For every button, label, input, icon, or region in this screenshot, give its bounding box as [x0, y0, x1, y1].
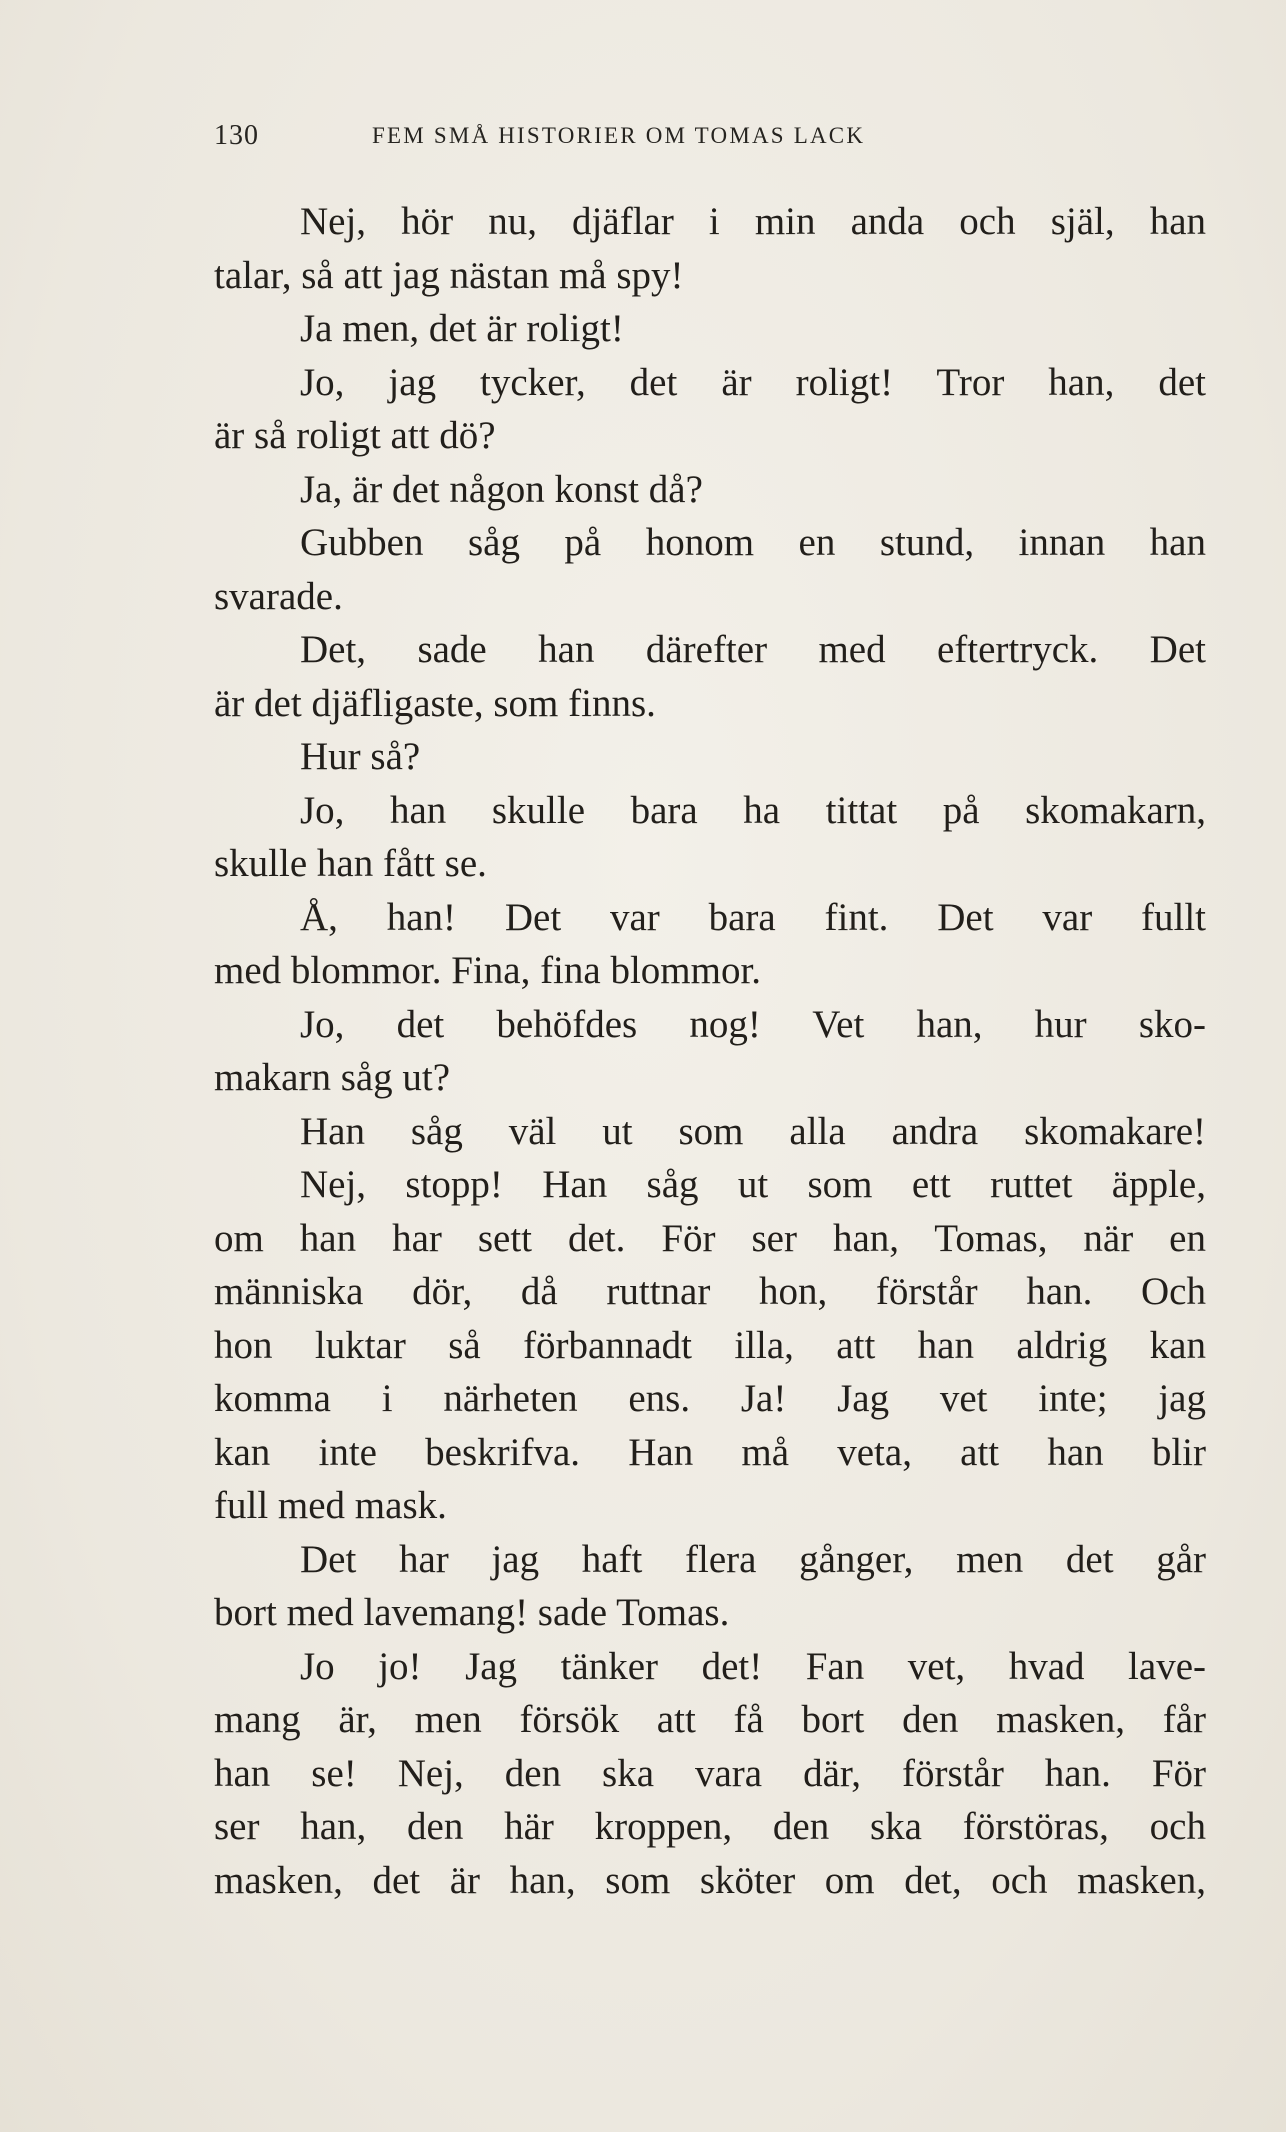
text-line: Han såg väl ut som alla andra skomakare! — [300, 1109, 1206, 1153]
text-line: mang är, men försök att få bort den masken, får — [214, 1698, 1206, 1741]
text-line: med blommor. Fina, fina blommor. — [214, 949, 762, 992]
body-text — [214, 195, 1206, 1907]
text-line: Nej, hör nu, djäflar i min anda och själ, han — [300, 200, 1206, 243]
text-line: Det, sade han därefter med eftertryck. Det — [300, 628, 1206, 671]
text-line: skulle han fått se. — [214, 842, 487, 885]
text-line: hon luktar så förbannadt illa, att han aldrig kan — [214, 1323, 1206, 1367]
running-title: FEM SMÅ HISTORIER OM TOMAS LACK — [372, 123, 866, 148]
text-line: Å, han! Det var bara fint. Det var fullt — [300, 895, 1206, 939]
text-line: Nej, stopp! Han såg ut som ett ruttet äpple, — [300, 1163, 1206, 1206]
text-line: Det har jag haft flera gånger, men det går — [300, 1537, 1206, 1581]
text-line: om han har sett det. För ser han, Tomas, när en — [214, 1216, 1206, 1260]
text-line: full med mask. — [214, 1484, 447, 1527]
text-line: masken, det är han, som sköter om det, och masken, — [214, 1858, 1206, 1902]
text-line: han se! Nej, den ska vara där, förstår han. För — [214, 1751, 1206, 1795]
text-line: Ja, är det någon konst då? — [300, 467, 703, 511]
text-line: Gubben såg på honom en stund, innan han — [300, 521, 1206, 564]
page-header — [214, 120, 1054, 160]
page-number: 130 — [214, 120, 259, 151]
text-line: komma i närheten ens. Ja! Jag vet inte; jag — [214, 1377, 1206, 1420]
text-line: Jo jo! Jag tänker det! Fan vet, hvad lave- — [300, 1644, 1206, 1688]
text-line: ser han, den här kroppen, den ska förstöras, och — [214, 1805, 1206, 1848]
text-line: Hur så? — [300, 735, 421, 778]
text-line: människa dör, då ruttnar hon, förstår han. Och — [214, 1270, 1206, 1313]
text-line: Jo, han skulle bara ha tittat på skomakarn, — [300, 788, 1206, 832]
text-line: kan inte beskrifva. Han må veta, att han blir — [214, 1430, 1206, 1474]
text-line: Jo, jag tycker, det är roligt! Tror han, det — [300, 360, 1206, 404]
text-line: Ja men, det är roligt! — [300, 307, 624, 350]
text-line: Jo, det behöfdes nog! Vet han, hur sko- — [300, 1002, 1206, 1046]
text-line: är så roligt att dö? — [214, 414, 496, 457]
text-line: makarn såg ut? — [214, 1056, 451, 1099]
text-line: är det djäfligaste, som finns. — [214, 681, 656, 725]
text-line: svarade. — [214, 574, 343, 618]
text-line: bort med lavemang! sade Tomas. — [214, 1591, 730, 1634]
text-line: talar, så att jag nästan må spy! — [214, 253, 684, 297]
